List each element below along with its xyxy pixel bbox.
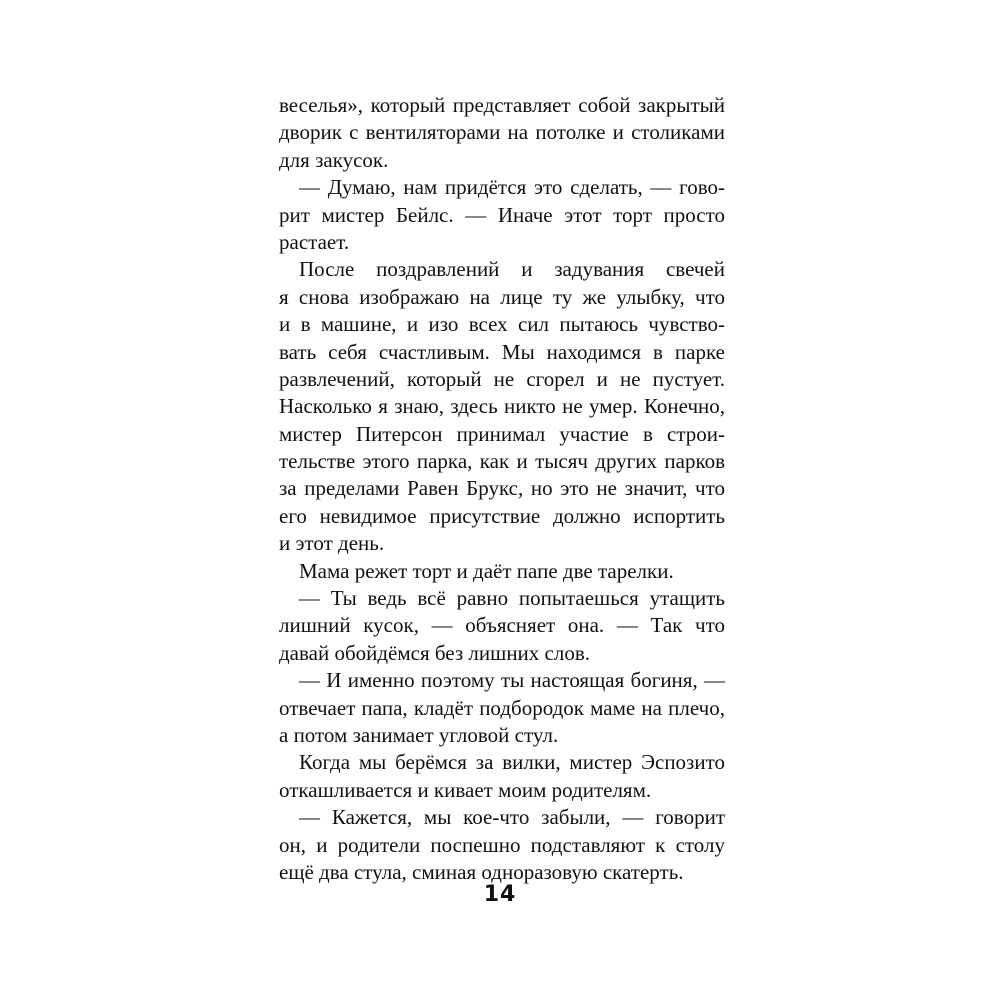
- body-text: [279, 92, 725, 886]
- text-line: за пределами Равен Брукс, но это не значит, что: [279, 476, 725, 501]
- text-line: его невидимое присутствие должно испортить: [279, 503, 725, 528]
- text-line: После поздравлений и задувания свечей: [299, 257, 725, 282]
- text-line: — Ты ведь всё равно попытаешься утащить: [299, 586, 725, 611]
- text-line: — Кажется, мы кое-что забыли, — говорит: [299, 805, 725, 830]
- page-number: 14: [483, 882, 517, 907]
- text-line: дворик с вентиляторами на потолке и столиками: [279, 120, 725, 145]
- text-line: я снова изображаю на лице ту же улыбку, что: [279, 284, 725, 309]
- text-line: развлечений, который не сгорел и не пустует.: [279, 366, 725, 391]
- text-line: тельстве этого парка, как и тысяч других парков: [279, 449, 725, 474]
- text-line: растает.: [279, 229, 350, 254]
- text-line: лишний кусок, — объясняет она. — Так что: [279, 613, 725, 638]
- text-line: веселья», который представляет собой закрытый: [279, 93, 725, 117]
- text-line: отвечает папа, кладёт подбородок маме на плечо,: [279, 695, 725, 720]
- text-line: давай обойдёмся без лишних слов.: [279, 640, 591, 665]
- text-line: Когда мы берёмся за вилки, мистер Эспозито: [299, 750, 725, 775]
- text-line: и этот день.: [279, 531, 385, 556]
- text-line: рит мистер Бейлс. — Иначе этот торт просто: [279, 202, 725, 227]
- text-line: Мама режет торт и даёт папе две тарелки.: [299, 558, 674, 583]
- text-line: — И именно поэтому ты настоящая богиня, —: [299, 668, 725, 693]
- text-line: вать себя счастливым. Мы находимся в парке: [279, 339, 725, 364]
- text-line: откашливается и кивает моим родителям.: [279, 777, 652, 802]
- text-line: мистер Питерсон принимал участие в строи-: [279, 421, 725, 446]
- text-line: а потом занимает угловой стул.: [279, 722, 559, 747]
- text-line: для закусок.: [279, 147, 389, 172]
- text-line: он, и родители поспешно подставляют к столу: [279, 832, 725, 857]
- text-line: Насколько я знаю, здесь никто не умер. Конечно,: [279, 394, 725, 419]
- text-line: и в машине, и изо всех сил пытаюсь чувство-: [279, 312, 725, 337]
- text-line: — Думаю, нам придётся это сделать, — гово-: [299, 175, 725, 200]
- text-line: ещё два стула, сминая одноразовую скатерть.: [279, 859, 684, 884]
